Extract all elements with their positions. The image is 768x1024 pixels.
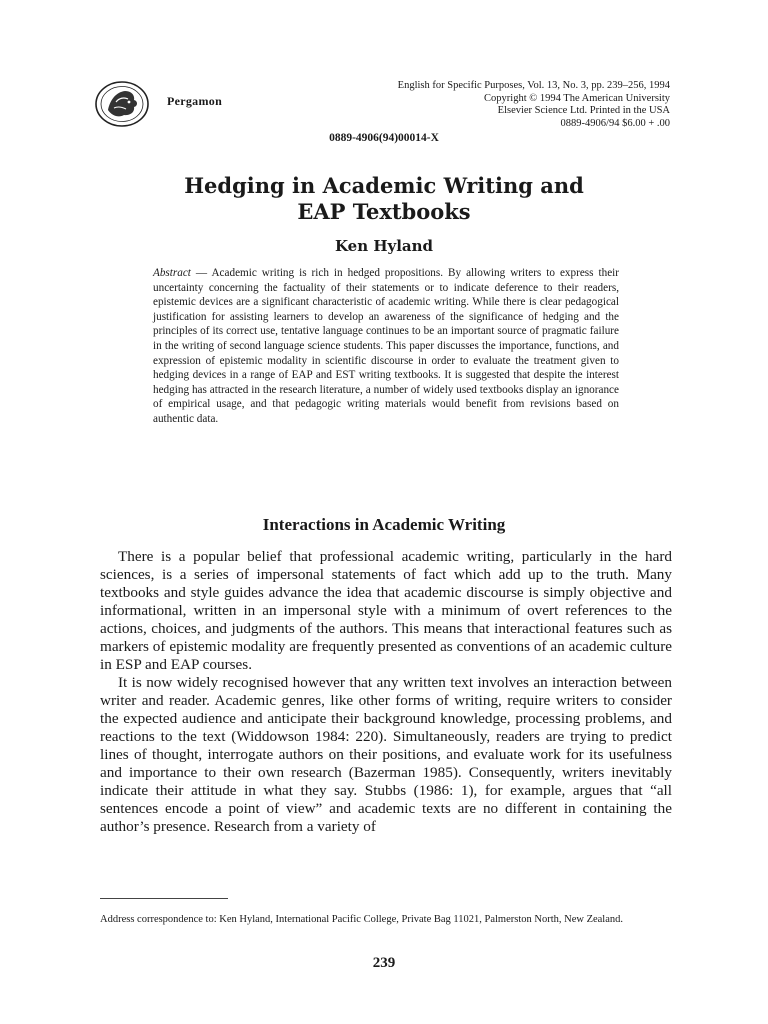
abstract-text: — Academic writing is rich in hedged propositions. By allowing writers to express their uncertainty concerning the factuality of their statements or to indicate deference to their readers, epistemic devices are a significant characteristic of academic writing. While there is clear pedagogical justification for assisting learners to develop an awareness of the significance of hedging and the principles of its correct use, tentative language continues to be an important source of pragmatic failure in the writing of second language science students. This paper discusses the importance, functions, and expression of epistemic modality in scientific discourse in order to evaluate the treatment given to hedging devices in a range of EAP and EST writing textbooks. It is suggested that despite the interest hedging has attracted in the research literature, a number of widely used textbooks display an ignorance of empirical usage, and that pedagogic writing materials would benefit from revisions based on authentic data. [153,267,619,425]
paragraph: There is a popular belief that professional academic writing, particularly in the hard sciences, is a series of impersonal statements of fact which add up to the truth. Many textbooks and style guides advance the idea that academic discourse is simply objective and informational, written in an impersonal style with a minimum of overt references to the actions, choices, and judgments of the authors. This means that interactional features such as markers of epistemic modality are frequently presented as conventions of an academic culture in ESP and EAP courses. [100,548,672,673]
section-heading: Interactions in Academic Writing [262,515,506,534]
publisher-logo-icon [94,80,150,128]
author-name: Ken Hyland [334,237,434,255]
journal-line: 0889-4906/94 $6.00 + .00 [560,117,670,129]
journal-line: Copyright © 1994 The American University [484,92,670,104]
paragraph: It is now widely recognised however that any written text involves an interaction between writer and reader. Academic genres, like other forms of writing, require writers to consider the expected audience and anticipate their background knowledge, processing problems, and reactions to the text (Widdowson 1984: 220). Simultaneously, readers are trying to predict lines of thought, interrogate authors on their positions, and evaluate work for its usefulness and importance to their own research (Bazerman 1985). Consequently, writers inevitably indicate their attitude in what they say. Stubbs (1986: 1), for example, argues that “all sentences encode a point of view” and academic texts are no different in containing the author’s presence. Research from a variety of [100,674,672,835]
journal-line: English for Specific Purposes, Vol. 13, No. 3, pp. 239–256, 1994 [397,80,670,91]
body-text [100,548,672,836]
page-number: 239 [372,955,396,971]
footnote: Address correspondence to: Ken Hyland, International Pacific College, Private Bag 11021, Palmerston North, New Zealand. [100,914,624,925]
abstract-label: Abstract [153,267,191,279]
journal-citation [310,80,670,130]
publisher-name: Pergamon [167,94,223,108]
abstract [153,266,619,427]
article-code: 0889-4906(94)00014-X [329,132,439,144]
footnote-divider [100,898,228,899]
journal-line: Elsevier Science Ltd. Printed in the USA [497,105,670,116]
article-title [0,173,768,225]
title-line: Hedging in Academic Writing and [184,173,584,198]
title-line: EAP Textbooks [297,199,471,224]
